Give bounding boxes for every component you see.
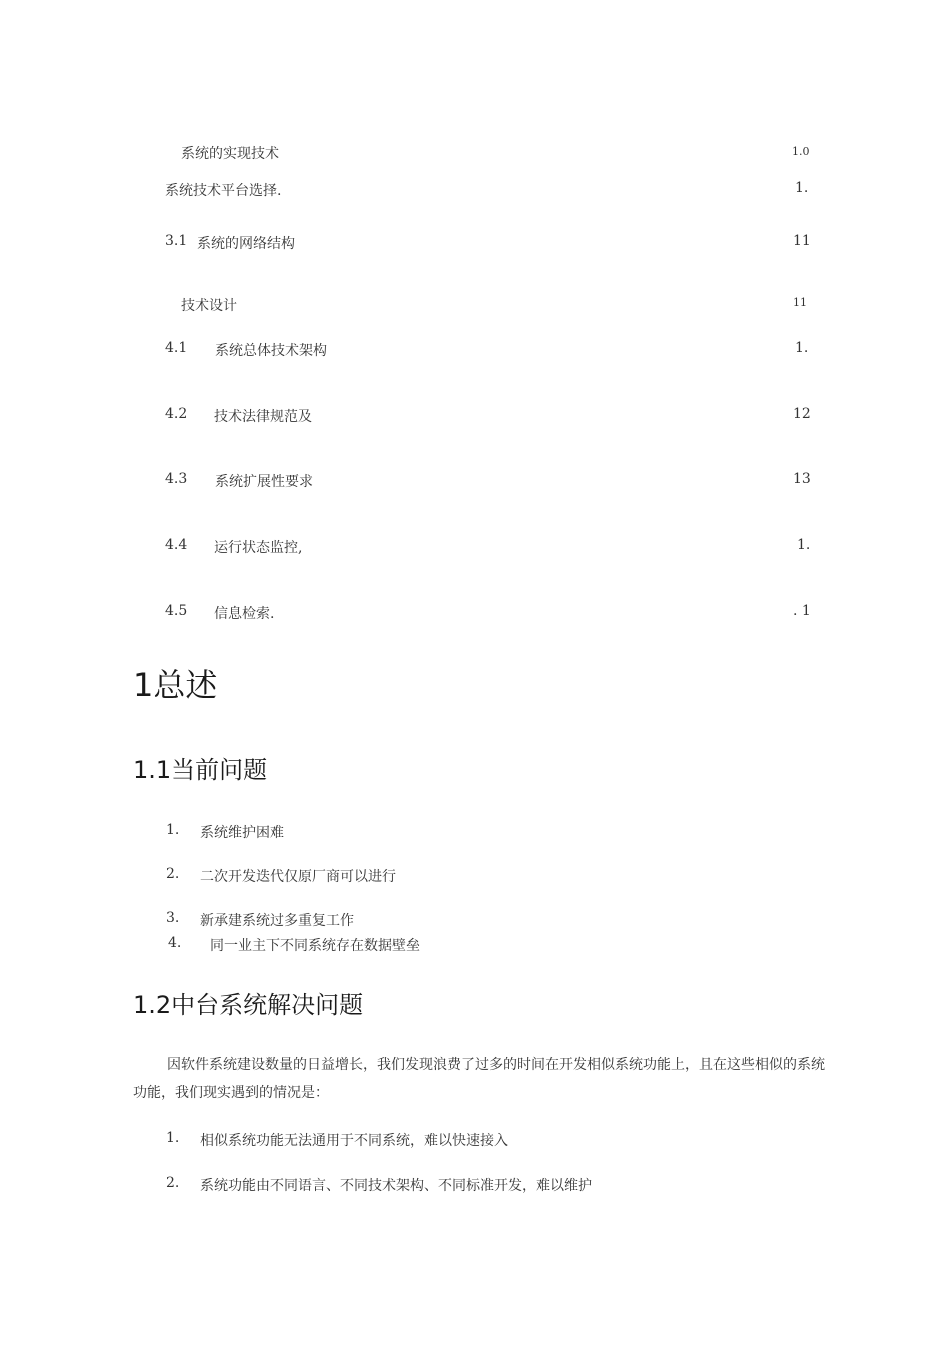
toc-entry-page: . 1 <box>793 603 811 619</box>
toc-entry-title[interactable]: 系统的网络结构 <box>197 236 295 252</box>
list-item: 同一业主下不同系统存在数据壁垒 <box>210 938 420 954</box>
list-item: 系统功能由不同语言、不同技术架构、不同标准开发，难以维护 <box>200 1178 592 1194</box>
list-item: 相似系统功能无法通用于不同系统，难以快速接入 <box>200 1133 508 1149</box>
list-item: 二次开发迭代仅原厂商可以进行 <box>200 869 396 885</box>
toc-entry-page: 1. <box>797 537 811 553</box>
toc-entry-title[interactable]: 信息检索. <box>214 606 275 622</box>
paragraph: 因软件系统建设数量的日益增长，我们发现浪费了过多的时间在开发相似系统功能上，且在这些相似的系统功能，我们现实遇到的情况是： <box>133 1057 825 1101</box>
toc-entry-title[interactable]: 运行状态监控, <box>214 540 303 556</box>
toc-entry-number: 3.1 <box>165 233 188 249</box>
list-item-number: 3. <box>166 910 180 926</box>
toc-entry-page: 13 <box>793 471 811 487</box>
toc-entry-title[interactable]: 系统技术平台选择. <box>165 183 282 199</box>
toc-entry-page: 11 <box>793 233 811 249</box>
toc-entry-number: 4.2 <box>165 406 188 422</box>
toc-entry-page: 1. <box>795 180 809 196</box>
section-heading: 1总述 <box>133 666 218 704</box>
toc-entry-number: 4.3 <box>165 471 188 487</box>
list-item: 新承建系统过多重复工作 <box>200 913 354 929</box>
list-item-number: 4. <box>168 935 182 951</box>
toc-entry-number: 4.4 <box>165 537 188 553</box>
subsection-heading: 1.2中台系统解决问题 <box>133 991 364 1019</box>
toc-entry-title[interactable]: 系统扩展性要求 <box>215 474 313 490</box>
toc-entry-title[interactable]: 技术设计 <box>181 298 237 314</box>
toc-entry-number: 4.1 <box>165 340 188 356</box>
toc-entry-page: 11 <box>793 296 807 309</box>
list-item-number: 1. <box>166 1130 180 1146</box>
list-item: 系统维护困难 <box>200 825 284 841</box>
toc-entry-title[interactable]: 技术法律规范及 <box>214 409 312 425</box>
toc-entry-title[interactable]: 系统总体技术架构 <box>215 343 327 359</box>
toc-entry-page: 1. <box>795 340 809 356</box>
toc-entry-page: 12 <box>793 406 811 422</box>
list-item-number: 1. <box>166 822 180 838</box>
list-item-number: 2. <box>166 866 180 882</box>
toc-entry-page: 1.0 <box>792 145 810 158</box>
subsection-heading: 1.1当前问题 <box>133 756 268 784</box>
toc-entry-number: 4.5 <box>165 603 188 619</box>
toc-entry-title[interactable]: 系统的实现技术 <box>181 146 279 162</box>
list-item-number: 2. <box>166 1175 180 1191</box>
